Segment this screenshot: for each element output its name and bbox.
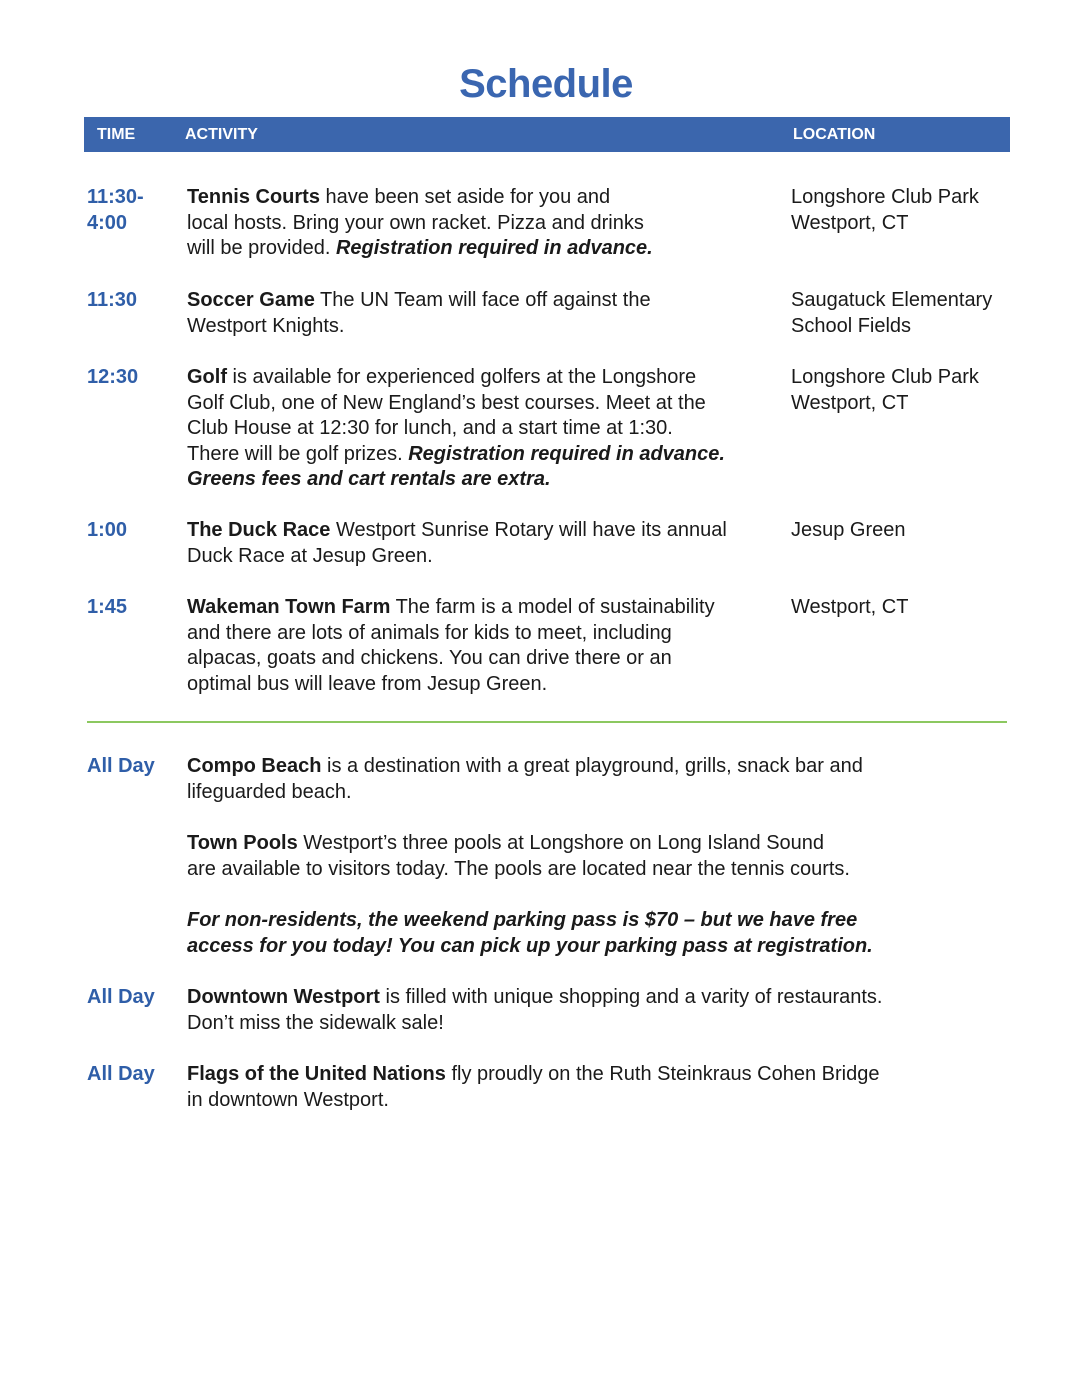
activity-text: optimal bus will leave from Jesup Green. (187, 672, 548, 695)
activity-line (187, 1011, 977, 1037)
activity-line (187, 442, 777, 468)
activity-cell (187, 365, 777, 493)
time-text: All Day (87, 1063, 155, 1085)
activity-line (187, 365, 777, 391)
activity-line (187, 518, 777, 544)
activity-text: is available for experienced golfers at the Longshore (227, 366, 697, 388)
section-divider (87, 721, 1007, 723)
time-cell (87, 985, 177, 1011)
activity-text: The farm is a model of sustainability (390, 596, 715, 618)
activity-text: Golf Club, one of New England’s best courses. Meet at the (187, 391, 706, 414)
activity-cell (187, 595, 777, 697)
header-activity: ACTIVITY (185, 126, 258, 143)
activity-line (187, 646, 777, 672)
time-cell (87, 754, 177, 780)
activity-line (187, 467, 777, 493)
activity-text: fly proudly on the Ruth Steinkraus Cohen Bridge (445, 1063, 880, 1085)
activity-line (187, 416, 777, 442)
time-text: All Day (87, 986, 155, 1008)
header-time: TIME (97, 126, 136, 143)
time-cell (87, 518, 177, 544)
activity-line (187, 391, 777, 417)
location-text: Longshore Club Park (791, 186, 979, 208)
time-text: 11:30 (87, 289, 138, 311)
header-location: LOCATION (793, 126, 876, 143)
activity-line (187, 985, 977, 1011)
activity-name: The Duck Race (187, 519, 331, 541)
time-cell (87, 595, 177, 621)
activity-line (187, 314, 777, 340)
location-text: Jesup Green (791, 519, 906, 541)
location-text: Westport, CT (791, 596, 909, 618)
activity-name: Tennis Courts (187, 186, 320, 208)
activity-line (187, 288, 777, 314)
activity-cell (187, 185, 777, 262)
activity-text: Don’t miss the sidewalk sale! (187, 1011, 444, 1034)
page-title: Schedule (459, 62, 633, 106)
activity-text: and there are lots of animals for kids to meet, including (187, 621, 672, 644)
activity-name: Compo Beach (187, 755, 322, 777)
activity-name: Flags of the United Nations (187, 1063, 446, 1085)
activity-text: Duck Race at Jesup Green. (187, 544, 433, 567)
activity-line (187, 780, 977, 806)
location-text: Saugatuck Elementary (791, 289, 993, 311)
activity-line (187, 908, 977, 934)
activity-note: Registration required in advance. (335, 237, 653, 260)
activity-text: is a destination with a great playground, grills, snack bar and (321, 755, 863, 777)
activity-line (187, 544, 777, 570)
location-cell (791, 185, 1051, 236)
time-text: 4:00 (87, 211, 128, 234)
activity-line (187, 236, 777, 262)
activity-text: The UN Team will face off against the (314, 289, 651, 311)
activity-cell (187, 985, 977, 1036)
activity-line (187, 672, 777, 698)
activity-line (187, 621, 777, 647)
activity-name: Golf (187, 366, 227, 388)
activity-cell (187, 288, 777, 339)
location-text: School Fields (791, 314, 912, 337)
activity-note: access for you today! You can pick up your parking pass at registration. (187, 934, 873, 957)
activity-name: Soccer Game (187, 289, 315, 311)
activity-text: local hosts. Bring your own racket. Pizza and drinks (187, 211, 644, 234)
activity-text: is filled with unique shopping and a varity of restaurants. (379, 986, 883, 1008)
activity-line (187, 185, 777, 211)
activity-line (187, 831, 977, 857)
location-text: Longshore Club Park (791, 366, 979, 388)
location-cell (791, 365, 1051, 416)
activity-line (187, 1088, 977, 1114)
activity-note: For non-residents, the weekend parking pass is $70 – but we have free (187, 909, 858, 931)
activity-line (187, 754, 977, 780)
time-cell (87, 1062, 177, 1088)
activity-text: There will be golf prizes. (187, 442, 409, 465)
location-text: Westport, CT (791, 391, 909, 414)
time-text: 1:00 (87, 519, 128, 541)
activity-text: Westport Knights. (187, 314, 345, 337)
time-text: All Day (87, 755, 155, 777)
activity-name: Downtown Westport (187, 986, 380, 1008)
activity-cell (187, 754, 977, 805)
activity-note: Registration required in advance. (408, 442, 725, 465)
location-cell (791, 595, 1051, 621)
activity-line (187, 595, 777, 621)
activity-cell (187, 908, 977, 959)
time-cell (87, 365, 177, 391)
activity-name: Wakeman Town Farm (187, 596, 391, 618)
time-text: 1:45 (87, 596, 128, 618)
location-cell (791, 288, 1051, 339)
location-text: Westport, CT (791, 211, 909, 234)
activity-name: Town Pools (187, 832, 298, 854)
activity-text: Westport Sunrise Rotary will have its annual (330, 519, 727, 541)
activity-text: will be provided. (187, 237, 336, 260)
time-cell (87, 288, 177, 314)
activity-text: have been set aside for you and (319, 186, 611, 208)
activity-line (187, 211, 777, 237)
activity-cell (187, 518, 777, 569)
activity-line (187, 934, 977, 960)
time-text: 11:30- (87, 186, 144, 208)
time-text: 12:30 (87, 366, 139, 388)
activity-text: Club House at 12:30 for lunch, and a start time at 1:30. (187, 417, 673, 440)
activity-text: are available to visitors today. The pools are located near the tennis courts. (187, 857, 850, 880)
time-cell (87, 185, 177, 236)
table-header (84, 117, 1010, 152)
activity-text: Westport’s three pools at Longshore on Long Island Sound (297, 832, 825, 854)
activity-text: lifeguarded beach. (187, 780, 352, 803)
activity-text: alpacas, goats and chickens. You can drive there or an (187, 647, 672, 670)
activity-line (187, 857, 977, 883)
activity-text: in downtown Westport. (187, 1088, 389, 1111)
activity-line (187, 1062, 977, 1088)
activity-cell (187, 831, 977, 882)
activity-cell (187, 1062, 977, 1113)
activity-note: Greens fees and cart rentals are extra. (187, 468, 551, 491)
location-cell (791, 518, 1051, 544)
